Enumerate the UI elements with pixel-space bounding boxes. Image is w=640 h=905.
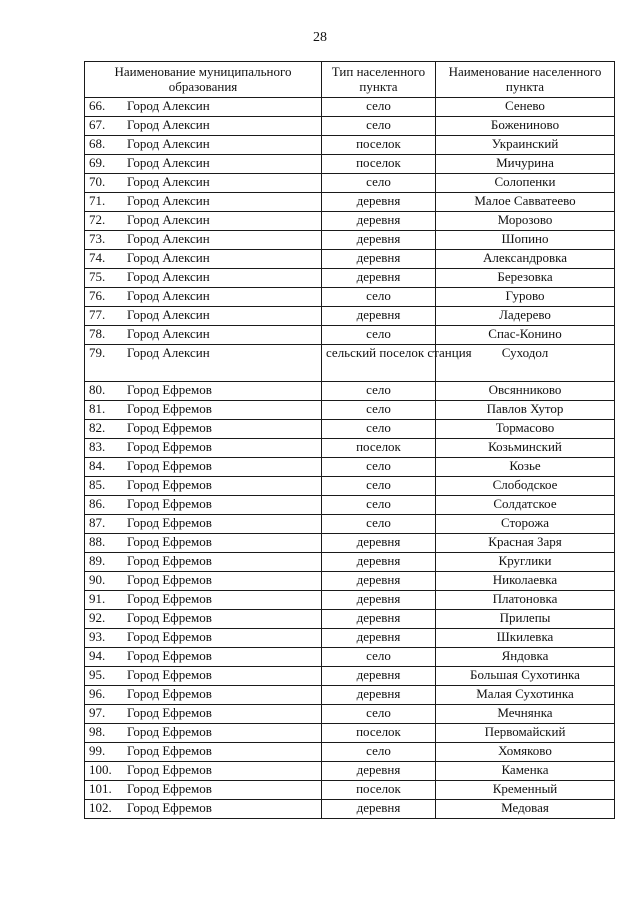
row-number: 68.: [89, 136, 106, 151]
municipality-name: Город Ефремов: [127, 496, 212, 511]
table-row: [85, 534, 615, 553]
settlement-name-cell: Прилепы: [436, 610, 615, 629]
municipality-cell: [85, 231, 322, 250]
table-body: [85, 98, 615, 819]
settlement-type-cell: село: [322, 458, 436, 477]
municipality-name: Город Алексин: [127, 307, 210, 322]
table-row: [85, 439, 615, 458]
municipality-name: Город Алексин: [127, 155, 210, 170]
row-number: 95.: [89, 667, 106, 682]
settlement-name-cell: Спас-Конино: [436, 326, 615, 345]
municipality-cell: [85, 648, 322, 667]
row-number: 83.: [89, 439, 106, 454]
row-number: 98.: [89, 724, 106, 739]
municipality-name: Город Алексин: [127, 136, 210, 151]
settlement-type-cell: деревня: [322, 534, 436, 553]
settlement-type-cell: село: [322, 174, 436, 193]
table-row: [85, 288, 615, 307]
municipality-name: Город Ефремов: [127, 610, 212, 625]
table-row: [85, 629, 615, 648]
settlement-name-cell: Суходол: [436, 345, 615, 382]
settlement-type-cell: деревня: [322, 572, 436, 591]
row-number: 76.: [89, 288, 106, 303]
table-row: [85, 420, 615, 439]
settlement-type-cell: деревня: [322, 591, 436, 610]
row-number: 81.: [89, 401, 106, 416]
municipality-name: Город Алексин: [127, 288, 210, 303]
table-row: [85, 174, 615, 193]
row-number: 70.: [89, 174, 106, 189]
table-row: [85, 515, 615, 534]
municipality-cell: [85, 326, 322, 345]
municipality-name: Город Алексин: [127, 212, 210, 227]
table-row: [85, 724, 615, 743]
municipality-name: Город Ефремов: [127, 534, 212, 549]
municipality-name: Город Ефремов: [127, 477, 212, 492]
settlement-name-cell: Яндовка: [436, 648, 615, 667]
table-row: [85, 401, 615, 420]
settlement-name-cell: Медовая: [436, 800, 615, 819]
settlement-type-cell: деревня: [322, 800, 436, 819]
municipality-cell: [85, 591, 322, 610]
settlement-type-cell: село: [322, 288, 436, 307]
municipality-name: Город Алексин: [127, 231, 210, 246]
municipality-cell: [85, 610, 322, 629]
settlement-type-cell: поселок: [322, 724, 436, 743]
row-number: 94.: [89, 648, 106, 663]
row-number: 90.: [89, 572, 106, 587]
row-number: 86.: [89, 496, 106, 511]
table-row: [85, 382, 615, 401]
municipality-cell: [85, 288, 322, 307]
settlement-name-cell: Березовка: [436, 269, 615, 288]
row-number: 102.: [89, 800, 112, 815]
table-row: [85, 231, 615, 250]
municipality-name: Город Ефремов: [127, 553, 212, 568]
municipality-name: Город Ефремов: [127, 686, 212, 701]
row-number: 97.: [89, 705, 106, 720]
municipality-cell: [85, 743, 322, 762]
settlement-type-cell: деревня: [322, 212, 436, 231]
table-row: [85, 610, 615, 629]
municipality-name: Город Алексин: [127, 98, 210, 113]
settlement-name-cell: Каменка: [436, 762, 615, 781]
settlement-name-cell: Солдатское: [436, 496, 615, 515]
settlement-type-cell: деревня: [322, 269, 436, 288]
table-row: [85, 212, 615, 231]
settlement-name-cell: Сторожа: [436, 515, 615, 534]
settlement-name-cell: Павлов Хутор: [436, 401, 615, 420]
settlements-table: [84, 61, 615, 819]
row-number: 71.: [89, 193, 106, 208]
settlement-type-cell: поселок: [322, 155, 436, 174]
table-row: [85, 572, 615, 591]
settlement-name-cell: Козье: [436, 458, 615, 477]
settlement-type-cell: деревня: [322, 553, 436, 572]
municipality-name: Город Ефремов: [127, 439, 212, 454]
settlement-type-cell: поселок: [322, 136, 436, 155]
row-number: 82.: [89, 420, 106, 435]
municipality-cell: [85, 439, 322, 458]
municipality-name: Город Алексин: [127, 326, 210, 341]
table-row: [85, 762, 615, 781]
municipality-cell: [85, 705, 322, 724]
municipality-name: Город Ефремов: [127, 648, 212, 663]
municipality-name: Город Ефремов: [127, 800, 212, 815]
municipality-cell: [85, 534, 322, 553]
municipality-name: Город Ефремов: [127, 458, 212, 473]
municipality-cell: [85, 477, 322, 496]
table-row: [85, 98, 615, 117]
settlement-type-cell: село: [322, 515, 436, 534]
municipality-cell: [85, 724, 322, 743]
municipality-name: Город Ефремов: [127, 724, 212, 739]
table-row: [85, 477, 615, 496]
settlement-name-cell: Сенево: [436, 98, 615, 117]
municipality-name: Город Алексин: [127, 117, 210, 132]
municipality-name: Город Ефремов: [127, 382, 212, 397]
header-settlement-type: Тип населенного пункта: [322, 62, 436, 98]
settlement-type-cell: поселок: [322, 781, 436, 800]
municipality-cell: [85, 553, 322, 572]
municipality-name: Город Алексин: [127, 193, 210, 208]
settlement-name-cell: Платоновка: [436, 591, 615, 610]
municipality-name: Город Ефремов: [127, 705, 212, 720]
row-number: 92.: [89, 610, 106, 625]
table-row: [85, 496, 615, 515]
municipality-name: Город Алексин: [127, 174, 210, 189]
row-number: 69.: [89, 155, 106, 170]
municipality-cell: [85, 781, 322, 800]
settlement-type-cell: село: [322, 382, 436, 401]
municipality-cell: [85, 117, 322, 136]
municipality-name: Город Ефремов: [127, 572, 212, 587]
settlement-type-cell: деревня: [322, 231, 436, 250]
table-header: [85, 62, 615, 98]
settlement-name-cell: Боженинoво: [436, 117, 615, 136]
settlement-type-cell: село: [322, 98, 436, 117]
settlement-name-cell: Хомяково: [436, 743, 615, 762]
row-number: 87.: [89, 515, 106, 530]
row-number: 78.: [89, 326, 106, 341]
table-row: [85, 686, 615, 705]
municipality-name: Город Ефремов: [127, 667, 212, 682]
settlement-name-cell: Круглики: [436, 553, 615, 572]
row-number: 72.: [89, 212, 106, 227]
row-number: 99.: [89, 743, 106, 758]
settlement-type-cell: деревня: [322, 610, 436, 629]
settlement-type-cell: деревня: [322, 307, 436, 326]
settlement-type-cell: деревня: [322, 193, 436, 212]
settlement-type-cell: деревня: [322, 629, 436, 648]
municipality-cell: [85, 800, 322, 819]
municipality-name: Город Алексин: [127, 345, 210, 360]
settlement-type-cell: село: [322, 401, 436, 420]
settlement-type-cell: село: [322, 477, 436, 496]
settlement-type-cell: село: [322, 743, 436, 762]
settlement-name-cell: Козьминский: [436, 439, 615, 458]
row-number: 101.: [89, 781, 112, 796]
settlement-type-cell: сельский поселок станция: [322, 345, 436, 382]
municipality-cell: [85, 193, 322, 212]
row-number: 73.: [89, 231, 106, 246]
settlement-name-cell: Морозово: [436, 212, 615, 231]
municipality-name: Город Ефремов: [127, 515, 212, 530]
page-number: 28: [313, 30, 327, 45]
table-row: [85, 117, 615, 136]
municipality-cell: [85, 629, 322, 648]
row-number: 100.: [89, 762, 112, 777]
settlement-type-cell: село: [322, 117, 436, 136]
table-row: [85, 553, 615, 572]
settlement-name-cell: Первомайский: [436, 724, 615, 743]
settlement-type-cell: деревня: [322, 250, 436, 269]
municipality-cell: [85, 136, 322, 155]
municipality-name: Город Ефремов: [127, 591, 212, 606]
municipality-name: Город Ефремов: [127, 762, 212, 777]
settlement-type-cell: село: [322, 420, 436, 439]
row-number: 85.: [89, 477, 106, 492]
municipality-cell: [85, 420, 322, 439]
row-number: 91.: [89, 591, 106, 606]
settlement-name-cell: Шкилевка: [436, 629, 615, 648]
row-number: 77.: [89, 307, 106, 322]
settlement-type-cell: деревня: [322, 667, 436, 686]
table-row: [85, 307, 615, 326]
table-row: [85, 155, 615, 174]
settlement-name-cell: Малое Савватеево: [436, 193, 615, 212]
municipality-name: Город Ефремов: [127, 781, 212, 796]
municipality-name: Город Ефремов: [127, 743, 212, 758]
row-number: 88.: [89, 534, 106, 549]
settlement-name-cell: Слободское: [436, 477, 615, 496]
row-number: 96.: [89, 686, 106, 701]
settlement-type-cell: деревня: [322, 762, 436, 781]
table-row: [85, 345, 615, 382]
municipality-cell: [85, 269, 322, 288]
settlement-name-cell: Малая Сухотинка: [436, 686, 615, 705]
table-row: [85, 781, 615, 800]
municipality-cell: [85, 401, 322, 420]
municipality-name: Город Ефремов: [127, 420, 212, 435]
municipality-cell: [85, 98, 322, 117]
table-row: [85, 591, 615, 610]
settlement-type-cell: деревня: [322, 686, 436, 705]
municipality-cell: [85, 515, 322, 534]
row-number: 93.: [89, 629, 106, 644]
settlement-name-cell: Тормасово: [436, 420, 615, 439]
row-number: 80.: [89, 382, 106, 397]
header-municipality: Наименование муниципального образования: [85, 62, 322, 98]
settlement-name-cell: Мичурина: [436, 155, 615, 174]
row-number: 79.: [89, 345, 106, 360]
row-number: 66.: [89, 98, 106, 113]
municipality-name: Город Алексин: [127, 250, 210, 265]
settlement-name-cell: Кременный: [436, 781, 615, 800]
settlement-type-cell: село: [322, 496, 436, 515]
settlement-name-cell: Николаевка: [436, 572, 615, 591]
municipality-name: Город Ефремов: [127, 401, 212, 416]
municipality-cell: [85, 686, 322, 705]
settlement-type-cell: село: [322, 326, 436, 345]
settlement-type-cell: село: [322, 705, 436, 724]
municipality-cell: [85, 572, 322, 591]
table-row: [85, 136, 615, 155]
municipality-name: Город Ефремов: [127, 629, 212, 644]
municipality-cell: [85, 382, 322, 401]
header-settlement-name: Наименование населенного пункта: [436, 62, 615, 98]
municipality-name: Город Алексин: [127, 269, 210, 284]
municipality-cell: [85, 345, 322, 382]
settlement-name-cell: Овсянниково: [436, 382, 615, 401]
row-number: 75.: [89, 269, 106, 284]
settlement-name-cell: Ладерево: [436, 307, 615, 326]
municipality-cell: [85, 667, 322, 686]
table-row: [85, 743, 615, 762]
settlement-name-cell: Гурово: [436, 288, 615, 307]
table-row: [85, 326, 615, 345]
table-row: [85, 269, 615, 288]
settlement-name-cell: Солопенки: [436, 174, 615, 193]
table-row: [85, 648, 615, 667]
row-number: 67.: [89, 117, 106, 132]
settlement-type-cell: село: [322, 648, 436, 667]
settlement-name-cell: Мечнянка: [436, 705, 615, 724]
table-row: [85, 800, 615, 819]
row-number: 74.: [89, 250, 106, 265]
settlement-type-cell: поселок: [322, 439, 436, 458]
settlement-name-cell: Украинский: [436, 136, 615, 155]
municipality-cell: [85, 762, 322, 781]
row-number: 89.: [89, 553, 106, 568]
settlement-name-cell: Большая Сухотинка: [436, 667, 615, 686]
municipality-cell: [85, 250, 322, 269]
row-number: 84.: [89, 458, 106, 473]
table-row: [85, 458, 615, 477]
settlement-name-cell: Шопино: [436, 231, 615, 250]
table-row: [85, 667, 615, 686]
municipality-cell: [85, 155, 322, 174]
municipality-cell: [85, 174, 322, 193]
settlement-name-cell: Красная Заря: [436, 534, 615, 553]
table-row: [85, 705, 615, 724]
municipality-cell: [85, 496, 322, 515]
municipality-cell: [85, 212, 322, 231]
municipality-cell: [85, 307, 322, 326]
municipality-cell: [85, 458, 322, 477]
table-row: [85, 193, 615, 212]
table-row: [85, 250, 615, 269]
settlement-name-cell: Александровка: [436, 250, 615, 269]
